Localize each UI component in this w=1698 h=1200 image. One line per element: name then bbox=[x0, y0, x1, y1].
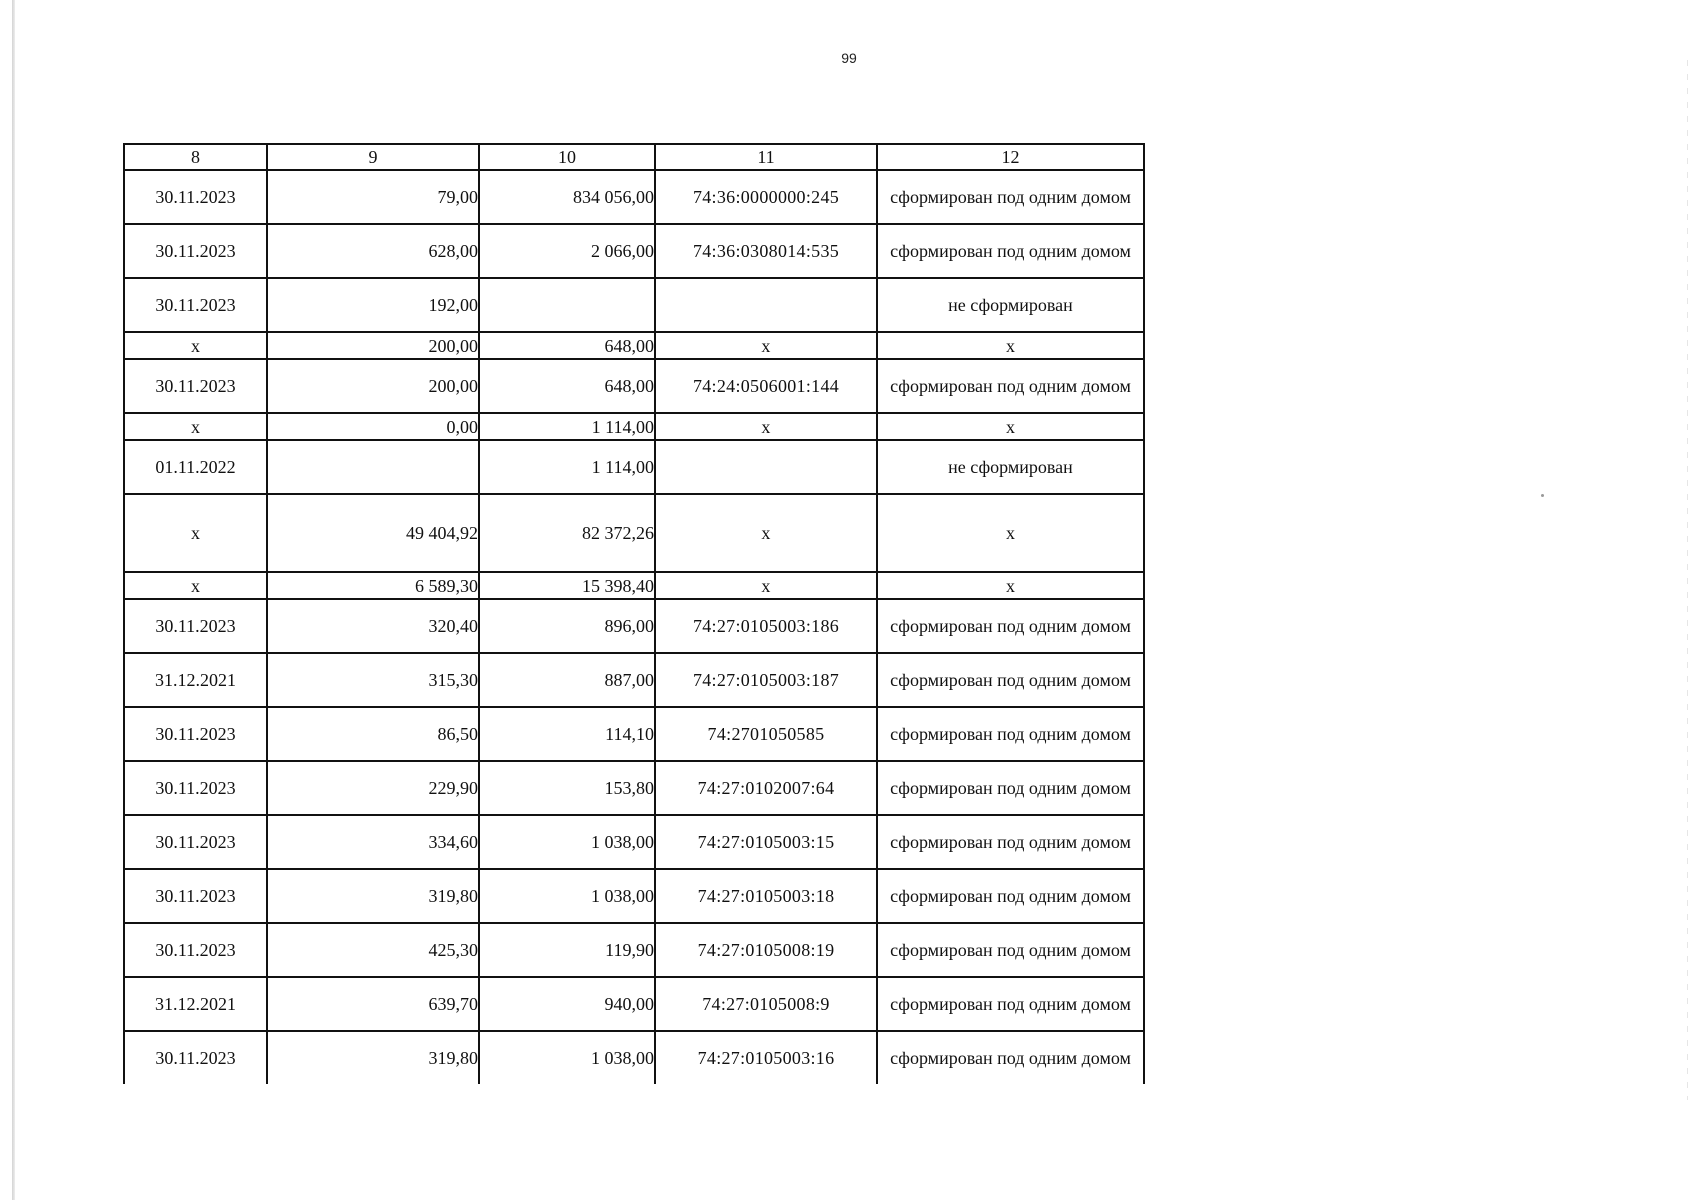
date-cell: 01.11.2022 bbox=[124, 440, 267, 494]
date-cell: x bbox=[124, 413, 267, 440]
area-cell: 86,50 bbox=[267, 707, 479, 761]
status-cell: сформирован под одним домом bbox=[877, 224, 1144, 278]
date-cell: 30.11.2023 bbox=[124, 923, 267, 977]
table-row bbox=[124, 572, 1144, 599]
table-row bbox=[124, 413, 1144, 440]
value-cell: 887,00 bbox=[479, 653, 655, 707]
cadastral-number-cell: 74:27:0105003:15 bbox=[655, 815, 877, 869]
value-cell: 1 114,00 bbox=[479, 413, 655, 440]
value-cell: 1 114,00 bbox=[479, 440, 655, 494]
value-cell bbox=[479, 278, 655, 332]
status-cell: сформирован под одним домом bbox=[877, 923, 1144, 977]
date-cell: 30.11.2023 bbox=[124, 1031, 267, 1084]
cadastral-number-cell: 74:27:0105003:16 bbox=[655, 1031, 877, 1084]
value-cell: 896,00 bbox=[479, 599, 655, 653]
cadastral-number-cell: 74:2701050585 bbox=[655, 707, 877, 761]
status-cell: x bbox=[877, 413, 1144, 440]
table-row bbox=[124, 923, 1144, 977]
cadastral-number-cell: 74:27:0105008:9 bbox=[655, 977, 877, 1031]
status-cell: сформирован под одним домом bbox=[877, 599, 1144, 653]
scan-edge-right bbox=[1687, 60, 1688, 1100]
date-cell: x bbox=[124, 332, 267, 359]
date-cell: 30.11.2023 bbox=[124, 170, 267, 224]
table-body bbox=[124, 170, 1144, 1084]
cadastral-number-cell: x bbox=[655, 413, 877, 440]
date-cell: x bbox=[124, 494, 267, 572]
value-cell: 82 372,26 bbox=[479, 494, 655, 572]
value-cell: 648,00 bbox=[479, 359, 655, 413]
status-cell: сформирован под одним домом bbox=[877, 977, 1144, 1031]
value-cell: 940,00 bbox=[479, 977, 655, 1031]
cadastral-number-cell: 74:27:0105003:187 bbox=[655, 653, 877, 707]
value-cell: 1 038,00 bbox=[479, 815, 655, 869]
value-cell: 648,00 bbox=[479, 332, 655, 359]
value-cell: 153,80 bbox=[479, 761, 655, 815]
table-row bbox=[124, 494, 1144, 572]
table-row bbox=[124, 653, 1144, 707]
cadastral-number-cell: x bbox=[655, 572, 877, 599]
area-cell: 6 589,30 bbox=[267, 572, 479, 599]
date-cell: 30.11.2023 bbox=[124, 815, 267, 869]
area-cell: 319,80 bbox=[267, 1031, 479, 1084]
status-cell: x bbox=[877, 572, 1144, 599]
table-row bbox=[124, 224, 1144, 278]
cadastral-number-cell: 74:36:0000000:245 bbox=[655, 170, 877, 224]
value-cell: 1 038,00 bbox=[479, 869, 655, 923]
table-row bbox=[124, 599, 1144, 653]
area-cell: 315,30 bbox=[267, 653, 479, 707]
status-cell: сформирован под одним домом bbox=[877, 653, 1144, 707]
date-cell: 30.11.2023 bbox=[124, 599, 267, 653]
value-cell: 2 066,00 bbox=[479, 224, 655, 278]
table-row bbox=[124, 359, 1144, 413]
cadastral-number-cell: 74:24:0506001:144 bbox=[655, 359, 877, 413]
area-cell: 320,40 bbox=[267, 599, 479, 653]
area-cell: 49 404,92 bbox=[267, 494, 479, 572]
area-cell: 192,00 bbox=[267, 278, 479, 332]
column-header-10: 10 bbox=[479, 144, 655, 170]
table-row bbox=[124, 332, 1144, 359]
date-cell: 30.11.2023 bbox=[124, 707, 267, 761]
date-cell: 30.11.2023 bbox=[124, 359, 267, 413]
status-cell: сформирован под одним домом bbox=[877, 707, 1144, 761]
value-cell: 15 398,40 bbox=[479, 572, 655, 599]
table-row bbox=[124, 815, 1144, 869]
status-cell: сформирован под одним домом bbox=[877, 170, 1144, 224]
cadastral-number-cell: x bbox=[655, 332, 877, 359]
column-header-9: 9 bbox=[267, 144, 479, 170]
date-cell: x bbox=[124, 572, 267, 599]
cadastral-number-cell bbox=[655, 440, 877, 494]
status-cell: сформирован под одним домом bbox=[877, 1031, 1144, 1084]
cadastral-number-cell: 74:27:0105003:18 bbox=[655, 869, 877, 923]
area-cell bbox=[267, 440, 479, 494]
column-header-11: 11 bbox=[655, 144, 877, 170]
status-cell: x bbox=[877, 332, 1144, 359]
column-header-12: 12 bbox=[877, 144, 1144, 170]
area-cell: 0,00 bbox=[267, 413, 479, 440]
table-row bbox=[124, 707, 1144, 761]
value-cell: 119,90 bbox=[479, 923, 655, 977]
area-cell: 79,00 bbox=[267, 170, 479, 224]
area-cell: 229,90 bbox=[267, 761, 479, 815]
date-cell: 30.11.2023 bbox=[124, 278, 267, 332]
status-cell: сформирован под одним домом bbox=[877, 815, 1144, 869]
table-row bbox=[124, 761, 1144, 815]
area-cell: 334,60 bbox=[267, 815, 479, 869]
value-cell: 114,10 bbox=[479, 707, 655, 761]
area-cell: 425,30 bbox=[267, 923, 479, 977]
table-row bbox=[124, 440, 1144, 494]
value-cell: 834 056,00 bbox=[479, 170, 655, 224]
cadastral-number-cell: 74:27:0105008:19 bbox=[655, 923, 877, 977]
area-cell: 200,00 bbox=[267, 359, 479, 413]
cadastral-number-cell: 74:36:0308014:535 bbox=[655, 224, 877, 278]
status-cell: не сформирован bbox=[877, 440, 1144, 494]
area-cell: 639,70 bbox=[267, 977, 479, 1031]
registry-table bbox=[123, 143, 1145, 1084]
table-row bbox=[124, 170, 1144, 224]
area-cell: 200,00 bbox=[267, 332, 479, 359]
area-cell: 628,00 bbox=[267, 224, 479, 278]
column-number-row bbox=[124, 144, 1144, 170]
column-header-8: 8 bbox=[124, 144, 267, 170]
date-cell: 31.12.2021 bbox=[124, 977, 267, 1031]
status-cell: x bbox=[877, 494, 1144, 572]
date-cell: 30.11.2023 bbox=[124, 869, 267, 923]
cadastral-number-cell: 74:27:0102007:64 bbox=[655, 761, 877, 815]
value-cell: 1 038,00 bbox=[479, 1031, 655, 1084]
table-row bbox=[124, 278, 1144, 332]
table-row bbox=[124, 977, 1144, 1031]
status-cell: сформирован под одним домом bbox=[877, 869, 1144, 923]
cadastral-number-cell: 74:27:0105003:186 bbox=[655, 599, 877, 653]
page-number: 99 bbox=[841, 50, 857, 66]
table-row bbox=[124, 869, 1144, 923]
date-cell: 31.12.2021 bbox=[124, 653, 267, 707]
scan-edge-left bbox=[12, 0, 15, 1200]
scan-speck bbox=[1541, 494, 1544, 497]
table-row bbox=[124, 1031, 1144, 1084]
status-cell: сформирован под одним домом bbox=[877, 359, 1144, 413]
status-cell: сформирован под одним домом bbox=[877, 761, 1144, 815]
cadastral-number-cell: x bbox=[655, 494, 877, 572]
registry-table-container bbox=[123, 143, 1143, 1084]
date-cell: 30.11.2023 bbox=[124, 224, 267, 278]
status-cell: не сформирован bbox=[877, 278, 1144, 332]
date-cell: 30.11.2023 bbox=[124, 761, 267, 815]
area-cell: 319,80 bbox=[267, 869, 479, 923]
cadastral-number-cell bbox=[655, 278, 877, 332]
